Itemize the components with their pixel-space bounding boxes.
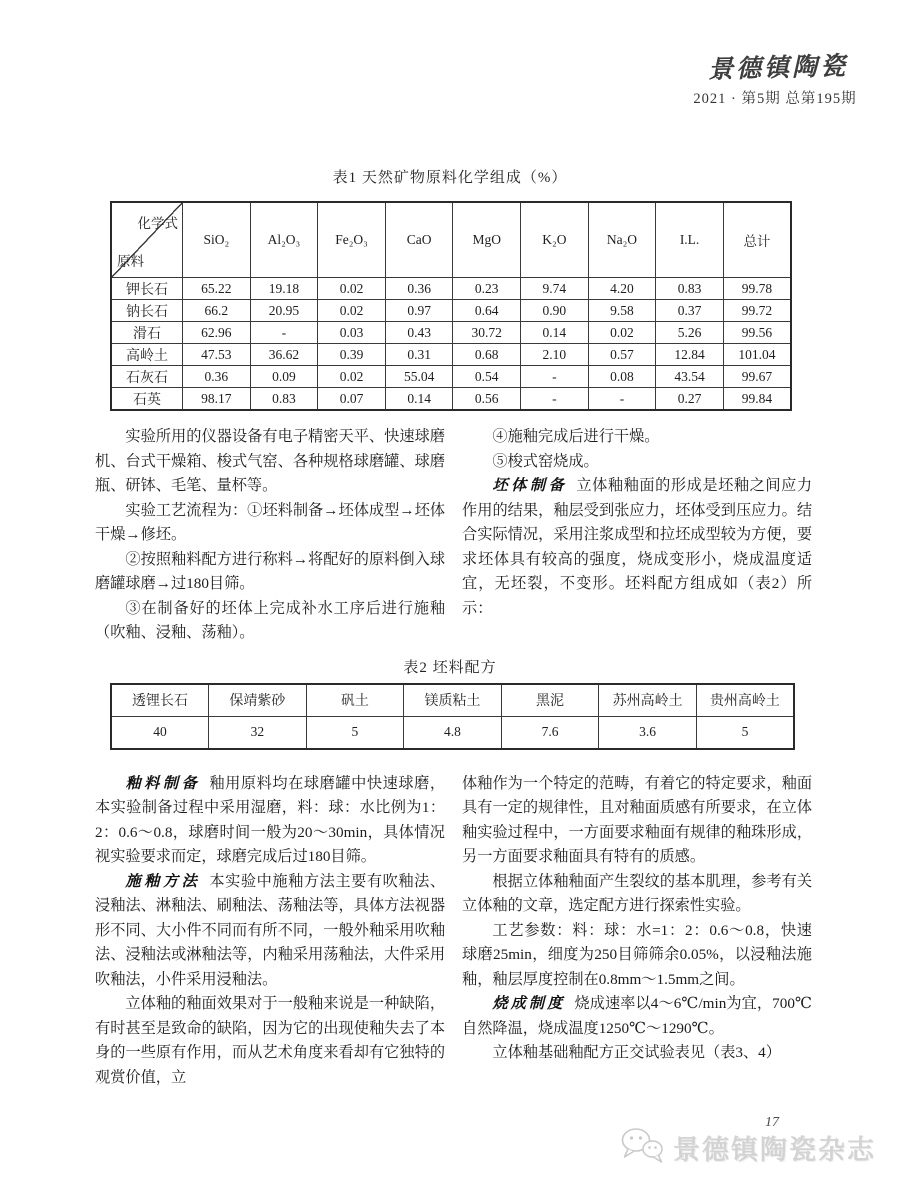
table-cell: 7.6 (501, 716, 599, 749)
paragraph: ④施釉完成后进行干燥。 (492, 428, 660, 445)
page-number: 17 (765, 1115, 779, 1130)
table-cell: 0.02 (318, 278, 386, 300)
table-cell: 40 (111, 716, 209, 749)
wechat-icon (619, 1126, 665, 1169)
paragraph: 实验所用的仪器设备有电子精密天平、快速球磨机、台式干燥箱、梭式气窑、各种规格球磨罐、球磨瓶、研钵、毛笔、量杯等。 (95, 428, 445, 494)
paragraph-text: 本实验中施釉方法主要有吹釉法、浸釉法、淋釉法、刷釉法、荡釉法等，具体方法视器形不同、大小件不同而有所不同，一般外釉采用吹釉法、浸釉法或淋釉法等，内釉采用荡釉法，大件采用吹釉法，小件采用浸釉法。 (95, 872, 446, 988)
table-row (111, 388, 791, 411)
table-cell: 0.03 (318, 322, 386, 344)
run-in-heading: 釉料制备 (125, 774, 201, 792)
column-header: 保靖紫砂 (209, 684, 307, 717)
journal-watermark: 景德镇陶瓷杂志 (673, 1135, 876, 1165)
left-column (95, 772, 445, 1091)
table-cell: 0.37 (656, 300, 724, 322)
column-header: K₂O (521, 202, 589, 278)
table-cell: 101.04 (723, 344, 791, 366)
paragraph (462, 992, 812, 1041)
column-header: CaO (385, 202, 453, 278)
run-in-heading: 烧成制度 (492, 995, 566, 1012)
table-cell: 5 (696, 716, 794, 749)
row-header: 高岭土 (111, 344, 183, 366)
table-cell: - (521, 366, 589, 388)
table-cell: 2.10 (521, 344, 589, 366)
paragraph-text: 釉用原料均在球磨罐中快速球磨，本实验制备过程中采用湿磨，料：球：水比例为1：2：0.6～0.8，球磨时间一般为20～30min，具体情况视实验要求而定，球磨完成后过180目筛。 (95, 774, 446, 865)
paragraph-text: 立体釉釉面的形成是坯釉之间应力作用的结果，釉层受到张应力，坯体受到压应力。结合实际情况，采用注浆成型和拉坯成型较为方便，要求坯体具有较高的强度，烧成变形小，烧成温度适宜，无坯裂，不变形。坯料配方组成如（表2）所示： (462, 477, 813, 617)
right-column (462, 425, 812, 646)
table-cell: 0.57 (588, 344, 656, 366)
table-cell: 0.43 (385, 322, 453, 344)
column-header: MgO (453, 202, 521, 278)
table-cell: 62.96 (183, 322, 251, 344)
table-row (111, 300, 791, 322)
row-header: 滑石 (111, 322, 183, 344)
text-section-2 (95, 772, 812, 1091)
paragraph (95, 870, 445, 993)
table2-title: 表2 坯料配方 (403, 659, 497, 676)
paragraph: ②按照釉料配方进行称料→将配好的原料倒入球磨罐球磨→过180目筛。 (95, 550, 445, 592)
table-cell: 0.02 (318, 366, 386, 388)
column-header: 透锂长石 (111, 684, 209, 717)
table1-corner-cell (111, 202, 183, 278)
paragraph: 工艺参数：料：球：水=1：2：0.6～0.8，快速球磨25min，细度为250目筛筛余0.05%，以浸釉法施釉，釉层厚度控制在0.8mm～1.5mm之间。 (462, 921, 812, 988)
table-cell: 0.27 (656, 388, 724, 411)
table-cell: 65.22 (183, 278, 251, 300)
row-header: 钠长石 (111, 300, 183, 322)
column-header: Al₂O₃ (250, 202, 318, 278)
table-cell: 4.20 (588, 278, 656, 300)
table-row (111, 344, 791, 366)
table-cell: 0.14 (385, 388, 453, 411)
table-cell: 0.36 (183, 366, 251, 388)
paragraph-text: 烧成速率以4～6℃/min为宜，700℃自然降温，烧成温度1250℃～1290℃。 (462, 995, 813, 1037)
column-header: I.L. (656, 202, 724, 278)
left-column (95, 425, 445, 646)
text-section-1 (95, 425, 812, 646)
table-cell: 99.78 (723, 278, 791, 300)
table-header-row (111, 202, 791, 278)
table-cell: 0.64 (453, 300, 521, 322)
column-header: 总计 (723, 202, 791, 278)
body-formula-table (110, 683, 795, 750)
table-cell: 30.72 (453, 322, 521, 344)
table-cell: - (588, 388, 656, 411)
paragraph: 立体釉基础釉配方正交试验表见（表3、4） (492, 1044, 781, 1061)
row-header: 石英 (111, 388, 183, 411)
table-cell: - (521, 388, 589, 411)
paragraph: 实验工艺流程为：①坯料制备→坯体成型→坯体干燥→修坯。 (95, 501, 445, 543)
row-header: 钾长石 (111, 278, 183, 300)
table-row (111, 716, 794, 749)
table-cell: 98.17 (183, 388, 251, 411)
column-header: SiO₂ (183, 202, 251, 278)
table-cell: 43.54 (656, 366, 724, 388)
right-column (462, 772, 812, 1091)
table-cell: 99.67 (723, 366, 791, 388)
table-cell: - (250, 322, 318, 344)
table-cell: 9.74 (521, 278, 589, 300)
column-header: 镁质粘土 (404, 684, 502, 717)
corner-label-material: 原料 (117, 254, 144, 269)
table-cell: 0.07 (318, 388, 386, 411)
table-cell: 66.2 (183, 300, 251, 322)
table-cell: 0.36 (385, 278, 453, 300)
run-in-heading: 施釉方法 (125, 872, 201, 890)
table1-title: 表1 天然矿物原料化学组成（%） (332, 170, 568, 186)
column-header: 矾土 (306, 684, 404, 717)
table-cell: 5.26 (656, 322, 724, 344)
journal-logo: 景德镇陶瓷 (707, 51, 849, 84)
table-cell: 0.68 (453, 344, 521, 366)
column-header: Na₂O (588, 202, 656, 278)
table-cell: 0.83 (656, 278, 724, 300)
table-cell: 12.84 (656, 344, 724, 366)
column-header: 黑泥 (501, 684, 599, 717)
table-cell: 0.90 (521, 300, 589, 322)
corner-label-chemical: 化学式 (137, 216, 178, 231)
table-cell: 55.04 (385, 366, 453, 388)
table-cell: 0.23 (453, 278, 521, 300)
paragraph: ⑤梭式窑烧成。 (492, 452, 599, 470)
table-row (111, 366, 791, 388)
table-cell: 20.95 (250, 300, 318, 322)
paragraph (462, 474, 812, 621)
table-cell: 0.56 (453, 388, 521, 411)
paragraph (95, 772, 445, 870)
table-cell: 5 (306, 716, 404, 749)
table-cell: 4.8 (404, 716, 502, 749)
table-cell: 0.31 (385, 344, 453, 366)
paragraph: 立体釉的釉面效果对于一般釉来说是一种缺陷，有时甚至是致命的缺陷，因为它的出现使釉失去了本身的一些原有作用，而从艺术角度来看却有它独特的观赏价值，立 (95, 995, 445, 1086)
table-cell: 9.58 (588, 300, 656, 322)
table-row (111, 322, 791, 344)
column-header: Fe₂O₃ (318, 202, 386, 278)
paragraph: 体釉作为一个特定的范畴，有着它的特定要求，釉面具有一定的规律性，且对釉面质感有所要求，在立体釉实验过程中，一方面要求釉面有规律的釉珠形成，另一方面要求釉面具有特有的质感。 (462, 774, 812, 865)
table-cell: 19.18 (250, 278, 318, 300)
table-cell: 0.14 (521, 322, 589, 344)
run-in-heading: 坯体制备 (492, 477, 568, 494)
issue-line: 2021 · 第5期 总第195期 (693, 91, 857, 107)
table-cell: 0.02 (318, 300, 386, 322)
table-cell: 0.09 (250, 366, 318, 388)
paragraph: ③在制备好的坯体上完成补水工序后进行施釉（吹釉、浸釉、荡釉）。 (95, 599, 445, 641)
table-cell: 0.08 (588, 366, 656, 388)
table-cell: 0.54 (453, 366, 521, 388)
table-header-row (111, 684, 794, 717)
table-cell: 32 (209, 716, 307, 749)
column-header: 贵州高岭土 (696, 684, 794, 717)
table-cell: 99.72 (723, 300, 791, 322)
table-cell: 36.62 (250, 344, 318, 366)
page-footer (619, 1126, 876, 1169)
table-cell: 99.56 (723, 322, 791, 344)
row-header: 石灰石 (111, 366, 183, 388)
table-cell: 0.02 (588, 322, 656, 344)
table-cell: 3.6 (599, 716, 697, 749)
table-cell: 0.83 (250, 388, 318, 411)
column-header: 苏州高岭土 (599, 684, 697, 717)
table-cell: 0.39 (318, 344, 386, 366)
paragraph: 根据立体釉釉面产生裂纹的基本肌理，参考有关立体釉的文章，选定配方进行探索性实验。 (462, 872, 812, 914)
table-cell: 0.97 (385, 300, 453, 322)
chemical-composition-table (110, 201, 792, 411)
table-row (111, 278, 791, 300)
table-cell: 47.53 (183, 344, 251, 366)
table-cell: 99.84 (723, 388, 791, 411)
